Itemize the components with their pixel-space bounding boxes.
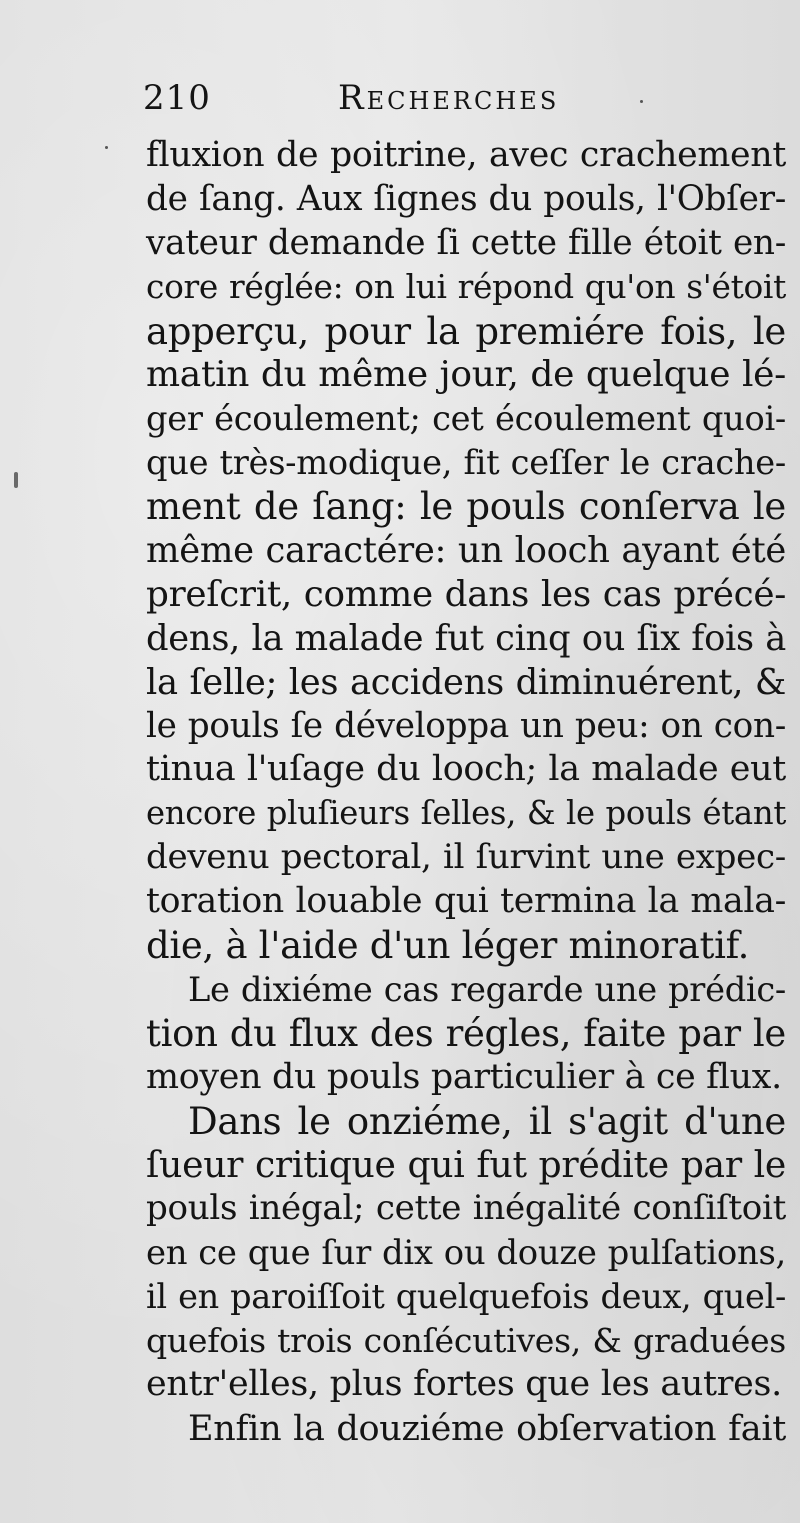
paragraph-end-line: die, à l'aide d'un léger minoratif. [146,924,750,968]
text-line: pouls inégal; cette inégalité conſiſtoit [146,1188,786,1229]
text-line: quefois trois conſécutives, & graduées [146,1321,786,1361]
body-text [146,134,786,1451]
text-line: de ſang. Aux ſignes du pouls, l'Obſer- [146,178,786,219]
paragraph-end-line: entr'elles, plus fortes que les autres. [146,1363,782,1404]
text-line: ſueur critique qui fut prédite par le [146,1143,786,1187]
running-title: Recherches [338,78,560,118]
text-line: core réglée: on lui répond qu'on s'étoit [146,267,786,306]
text-line: encore pluſieurs ſelles, & le pouls étant [146,794,786,833]
text-line: même caractére: un looch ayant été [146,530,786,572]
text-line: le pouls ſe développa un peu: on con- [146,705,786,746]
text-line: il en paroiſſoit quelquefois deux, quel- [146,1277,786,1317]
page-number: 210 [143,78,211,118]
paragraph-start-line: Le dixiéme cas regarde une prédic- [188,969,786,1009]
paper-speck [105,146,108,149]
text-line: apperçu, pour la premiére fois, le [146,309,786,353]
text-line: devenu pectoral, il ſurvint une expec- [146,837,786,878]
text-line: fluxion de poitrine, avec crachement [146,135,786,175]
paragraph-start-line: Dans le onziéme, il s'agit d'une [188,1099,786,1143]
text-line: matin du même jour, de quelque lé- [146,354,786,396]
text-line: preſcrit, comme dans les cas précé- [146,573,786,615]
text-line: vateur demande ſi cette fille étoit en- [146,222,786,263]
text-line: tinua l'uſage du looch; la malade eut [146,749,786,790]
text-line: que très-modique, fit ceſſer le crache- [146,443,786,483]
text-line: toration louable qui termina la mala- [146,881,786,922]
text-line: ment de ſang: le pouls conſerva le [146,485,786,529]
text-line: en ce que ſur dix ou douze pulſations, [146,1233,786,1273]
running-head [143,78,643,128]
paragraph-start-line: Enfin la douziéme obſervation fait [188,1407,786,1449]
paper-speck [640,100,643,103]
text-line: la ſelle; les accidens diminuérent, & [146,661,786,703]
paragraph-end-line: moyen du pouls particulier à ce flux. [146,1056,782,1097]
text-line: tion du flux des régles, faite par le [146,1011,786,1055]
text-line: dens, la malade fut cinq ou ſix fois à [146,617,786,659]
text-line: ger écoulement; cet écoulement quoi- [146,399,786,439]
paper-speck [14,472,18,488]
